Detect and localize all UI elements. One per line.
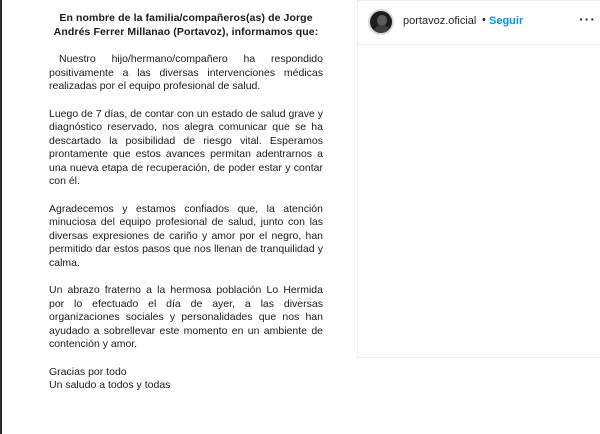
closing-line-1: Gracias por todo [49, 365, 127, 378]
statement-title: En nombre de la familia/compañeros(as) de Jorge Andrés Ferrer Millanao (Portavoz), informamos que: [53, 12, 319, 38]
profile-avatar[interactable] [368, 9, 394, 35]
closing-line-2: Un saludo a todos y todas [49, 379, 171, 391]
username-link[interactable]: portavoz.oficial [403, 15, 477, 27]
more-options-icon[interactable]: ··· [579, 11, 596, 27]
post-image[interactable] [2, 0, 355, 434]
header-separator: • [482, 14, 486, 26]
statement-paragraph-4: Un abrazo fraterno a la hermosa población Lo Hermida por lo efectuado el día de ayer, a las diversas organizaciones sociales y personalidades que nos han ayudado a sobrellevar este momento en un ambiente de contención y amor. [49, 284, 323, 350]
post-header [358, 1, 600, 45]
statement-paragraph-1: Nuestro hijo/hermano/compañero ha respondido positivamente a las diversas intervenciones médicas realizadas por el equipo profesional de salud. [49, 53, 323, 92]
statement-paragraph-3: Agradecemos y estamos confiados que, la atención minuciosa del equipo profesional de salud, junto con las diversas expresiones de cariño y amor por el negro, han permitido dar estos pasos que nos llenan de tranquilidad y calma. [49, 202, 323, 269]
post-sidebar [357, 0, 600, 358]
follow-button[interactable]: Seguir [489, 15, 524, 27]
avatar-body-shape [373, 25, 391, 35]
statement-document [49, 11, 323, 393]
statement-paragraph-2: Luego de 7 días, de contar con un estado de salud grave y diagnóstico reservado, nos alegra comunicar que se ha descartado la posibilidad de riesgo vital. Esperamos prontamente que estos avances permitan adentrarnos a una nueva etapa de recuperación, de poder estar y contar con él. [49, 107, 323, 187]
